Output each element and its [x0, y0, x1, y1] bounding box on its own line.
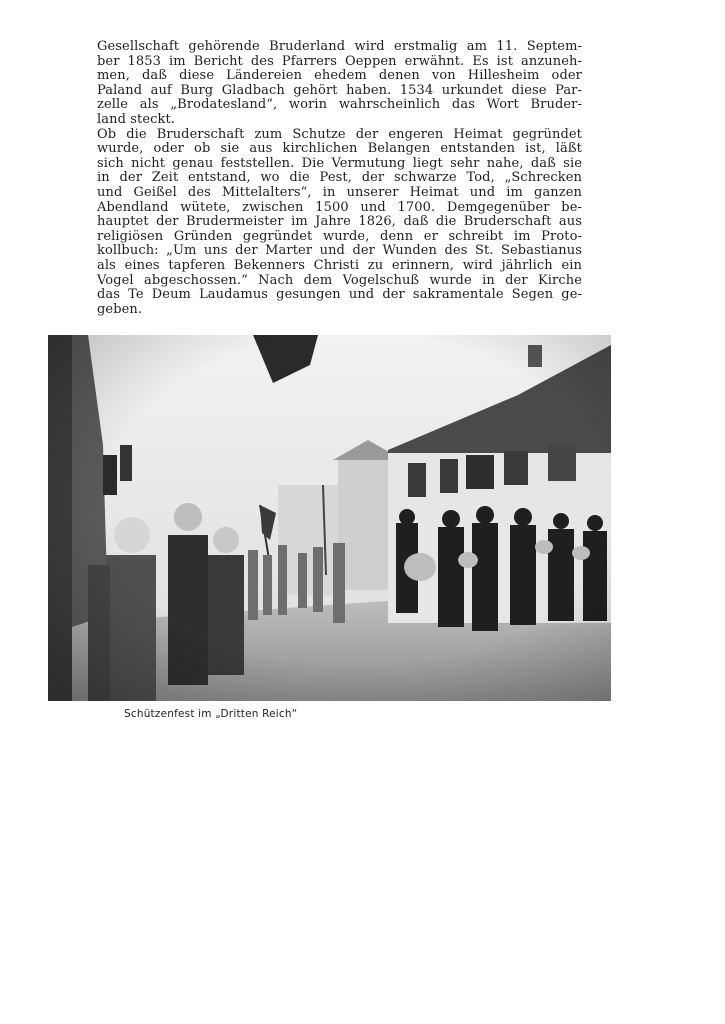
text-line: hauptet der Brudermeister im Jahre 1826, daß die Bruderschaft aus: [97, 214, 582, 230]
text-line: Abendland wütete, zwischen 1500 und 1700. Demgegenüber be-: [97, 199, 582, 215]
text-line: sich nicht genau feststellen. Die Vermutung liegt sehr nahe, daß sie: [97, 155, 582, 171]
text-line: wurde, oder ob sie aus kirchlichen Belangen entstanden ist, läßt: [97, 141, 582, 157]
text-line: men, daß diese Ländereien ehedem denen von Hillesheim oder: [97, 68, 582, 84]
text-line: Paland auf Burg Gladbach gehört haben. 1534 urkundet diese Par-: [97, 82, 582, 98]
text-line: als eines tapferen Bekenners Christi zu erinnern, wird jährlich ein: [97, 257, 582, 273]
text-line: kollbuch: „Um uns der Marter und der Wunden des St. Sebastianus: [97, 243, 582, 259]
photo-caption: Schützenfest im „Dritten Reich“: [124, 708, 298, 720]
text-line: das Te Deum Laudamus gesungen und der sakramentale Segen ge-: [97, 287, 582, 303]
historical-photo: [48, 335, 611, 701]
article-body: [97, 40, 582, 317]
text-line: geben.: [97, 301, 143, 317]
text-line: in der Zeit entstand, wo die Pest, der schwarze Tod, „Schrecken: [97, 170, 582, 186]
text-line: Vogel abgeschossen.“ Nach dem Vogelschuß wurde in der Kirche: [97, 272, 582, 288]
text-line: religiösen Gründen gegründet wurde, denn er schreibt im Proto-: [97, 228, 582, 244]
text-line: Ob die Bruderschaft zum Schutze der engeren Heimat gegründet: [97, 126, 582, 142]
text-line: ber 1853 im Bericht des Pfarrers Oeppen erwähnt. Es ist anzuneh-: [97, 53, 582, 69]
text-line: land steckt.: [97, 111, 176, 127]
text-line: Gesellschaft gehörende Bruderland wird erstmalig am 11. Septem-: [97, 39, 582, 54]
text-line: zelle als „Brodatesland“, worin wahrscheinlich das Wort Bruder-: [97, 97, 582, 113]
text-line: und Geißel des Mittelalters“, in unserer Heimat und im ganzen: [97, 184, 582, 200]
